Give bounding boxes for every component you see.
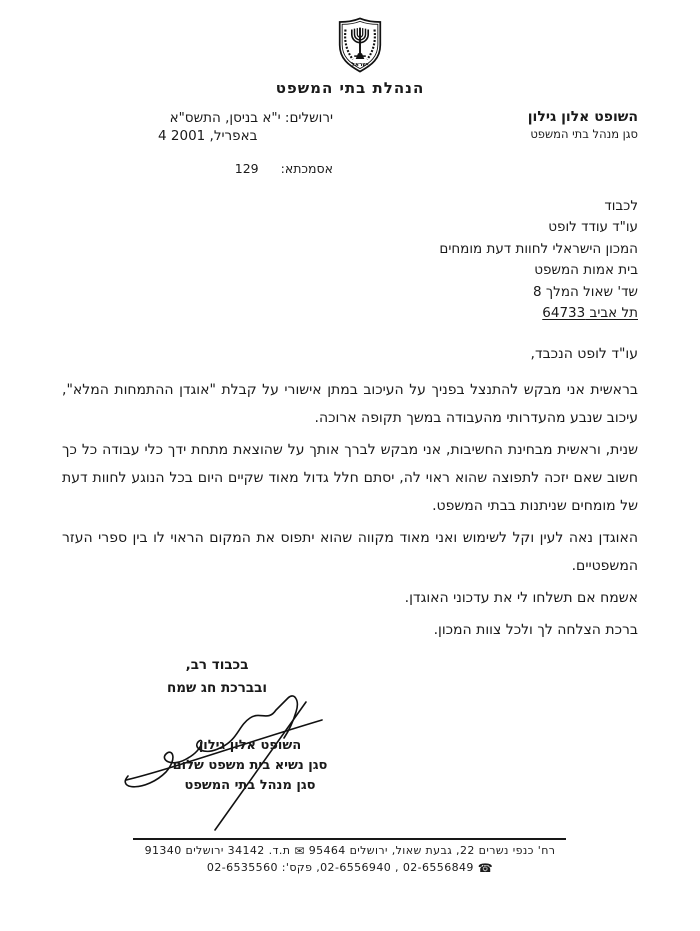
- body-paragraph: בראשית אני מבקש להתנצל בפניך על העיכוב במתן אישורי על קבלת "אוגדן ההתמחות המלא", עיכוב שנבע מהעדרותי מהעבודה במשך תקופה ארוכה.: [62, 382, 638, 426]
- reference-line: [235, 161, 333, 176]
- signature-line: סגן נשיא בית משפט שלום: [172, 758, 328, 773]
- footer-fax-number: 02-6535560: [206, 861, 278, 874]
- footer-address-line: [0, 842, 700, 859]
- closing-line: ובברכת חג שמח: [166, 680, 268, 696]
- footer-divider: [133, 838, 566, 840]
- body-paragraph: האוגדן נאה לעין וקל לשימוש ואני מאוד מקווה שהוא יתפוס את המקום הראוי לו בין ספרי העזר המשפטיים.: [62, 530, 638, 574]
- dateline-block: [140, 109, 333, 145]
- israel-state-emblem-icon: [337, 17, 383, 73]
- footer-phones: 02-6556849 , 02-6556940,: [316, 861, 474, 874]
- letter-body: [62, 340, 638, 648]
- signature-line: השופט אלון גילון: [198, 738, 302, 753]
- sender-title: סגן מנהל בתי המשפט: [530, 127, 638, 141]
- reference-label: אסמכתא:: [280, 161, 333, 176]
- sender-name: השופט אלון גילון: [527, 109, 638, 125]
- body-paragraph: אשמח אם תשלחו לי את עדכוני האוגדן.: [404, 590, 638, 606]
- recipient-line: בית אמות המשפט: [534, 262, 638, 279]
- body-paragraph: שנית, וראשית מבחינת החשיבות, אני מבקש לברך אותך על שהוצאת מתחת ידך כלי עבודה כל כך חשוב שאם יזכה לתפוצה שהוא ראוי לה, יסתם חלל גדול מאוד שקיים היום בכל הנוגע לחוות דעת של מומחים שניתנות בבתי המשפט.: [62, 442, 638, 514]
- footer-fax-label: פקס':: [281, 861, 313, 874]
- reference-number: 129: [234, 161, 259, 176]
- recipient-line: עו"ד עודד לופט: [548, 219, 638, 236]
- org-title: הנהלת בתי המשפט: [275, 79, 425, 97]
- recipient-block: [439, 196, 638, 324]
- gregorian-date-line: 4 באפריל, 2001: [158, 128, 258, 144]
- phone-icon: ☎: [477, 861, 494, 875]
- recipient-city-line: תל אביב 64733: [542, 305, 638, 322]
- recipient-line: לכבוד: [604, 198, 638, 214]
- footer-phones-line: [0, 859, 700, 876]
- salutation: עו"ד לופט הנכבד,: [530, 346, 638, 362]
- sender-block: [528, 108, 638, 142]
- signature-block: [150, 736, 350, 796]
- hebrew-date-line: ירושלים: י"א בניסן, התשס"א: [169, 110, 333, 126]
- footer-street: רח' כנפי נשרים 22, גבעת שאול, ירושלים 95464: [308, 844, 556, 857]
- emblem-caption: ישראל: [351, 61, 369, 68]
- envelope-icon: ✉: [294, 844, 305, 858]
- closing-line: בכבוד רב,: [185, 657, 249, 673]
- closing-block: [158, 654, 276, 700]
- recipient-line: המכון הישראלי לחוות דעת מומחים: [439, 240, 638, 257]
- body-paragraph: ברכת הצלחה לך ולכל צוות המכון.: [433, 622, 638, 638]
- footer-block: [0, 842, 700, 876]
- recipient-line: שד' שאול המלך 8: [533, 283, 638, 300]
- footer-pob: ת.ד. 34142 ירושלים 91340: [144, 844, 291, 857]
- signature-line: סגן מנהל בתי המשפט: [184, 778, 316, 793]
